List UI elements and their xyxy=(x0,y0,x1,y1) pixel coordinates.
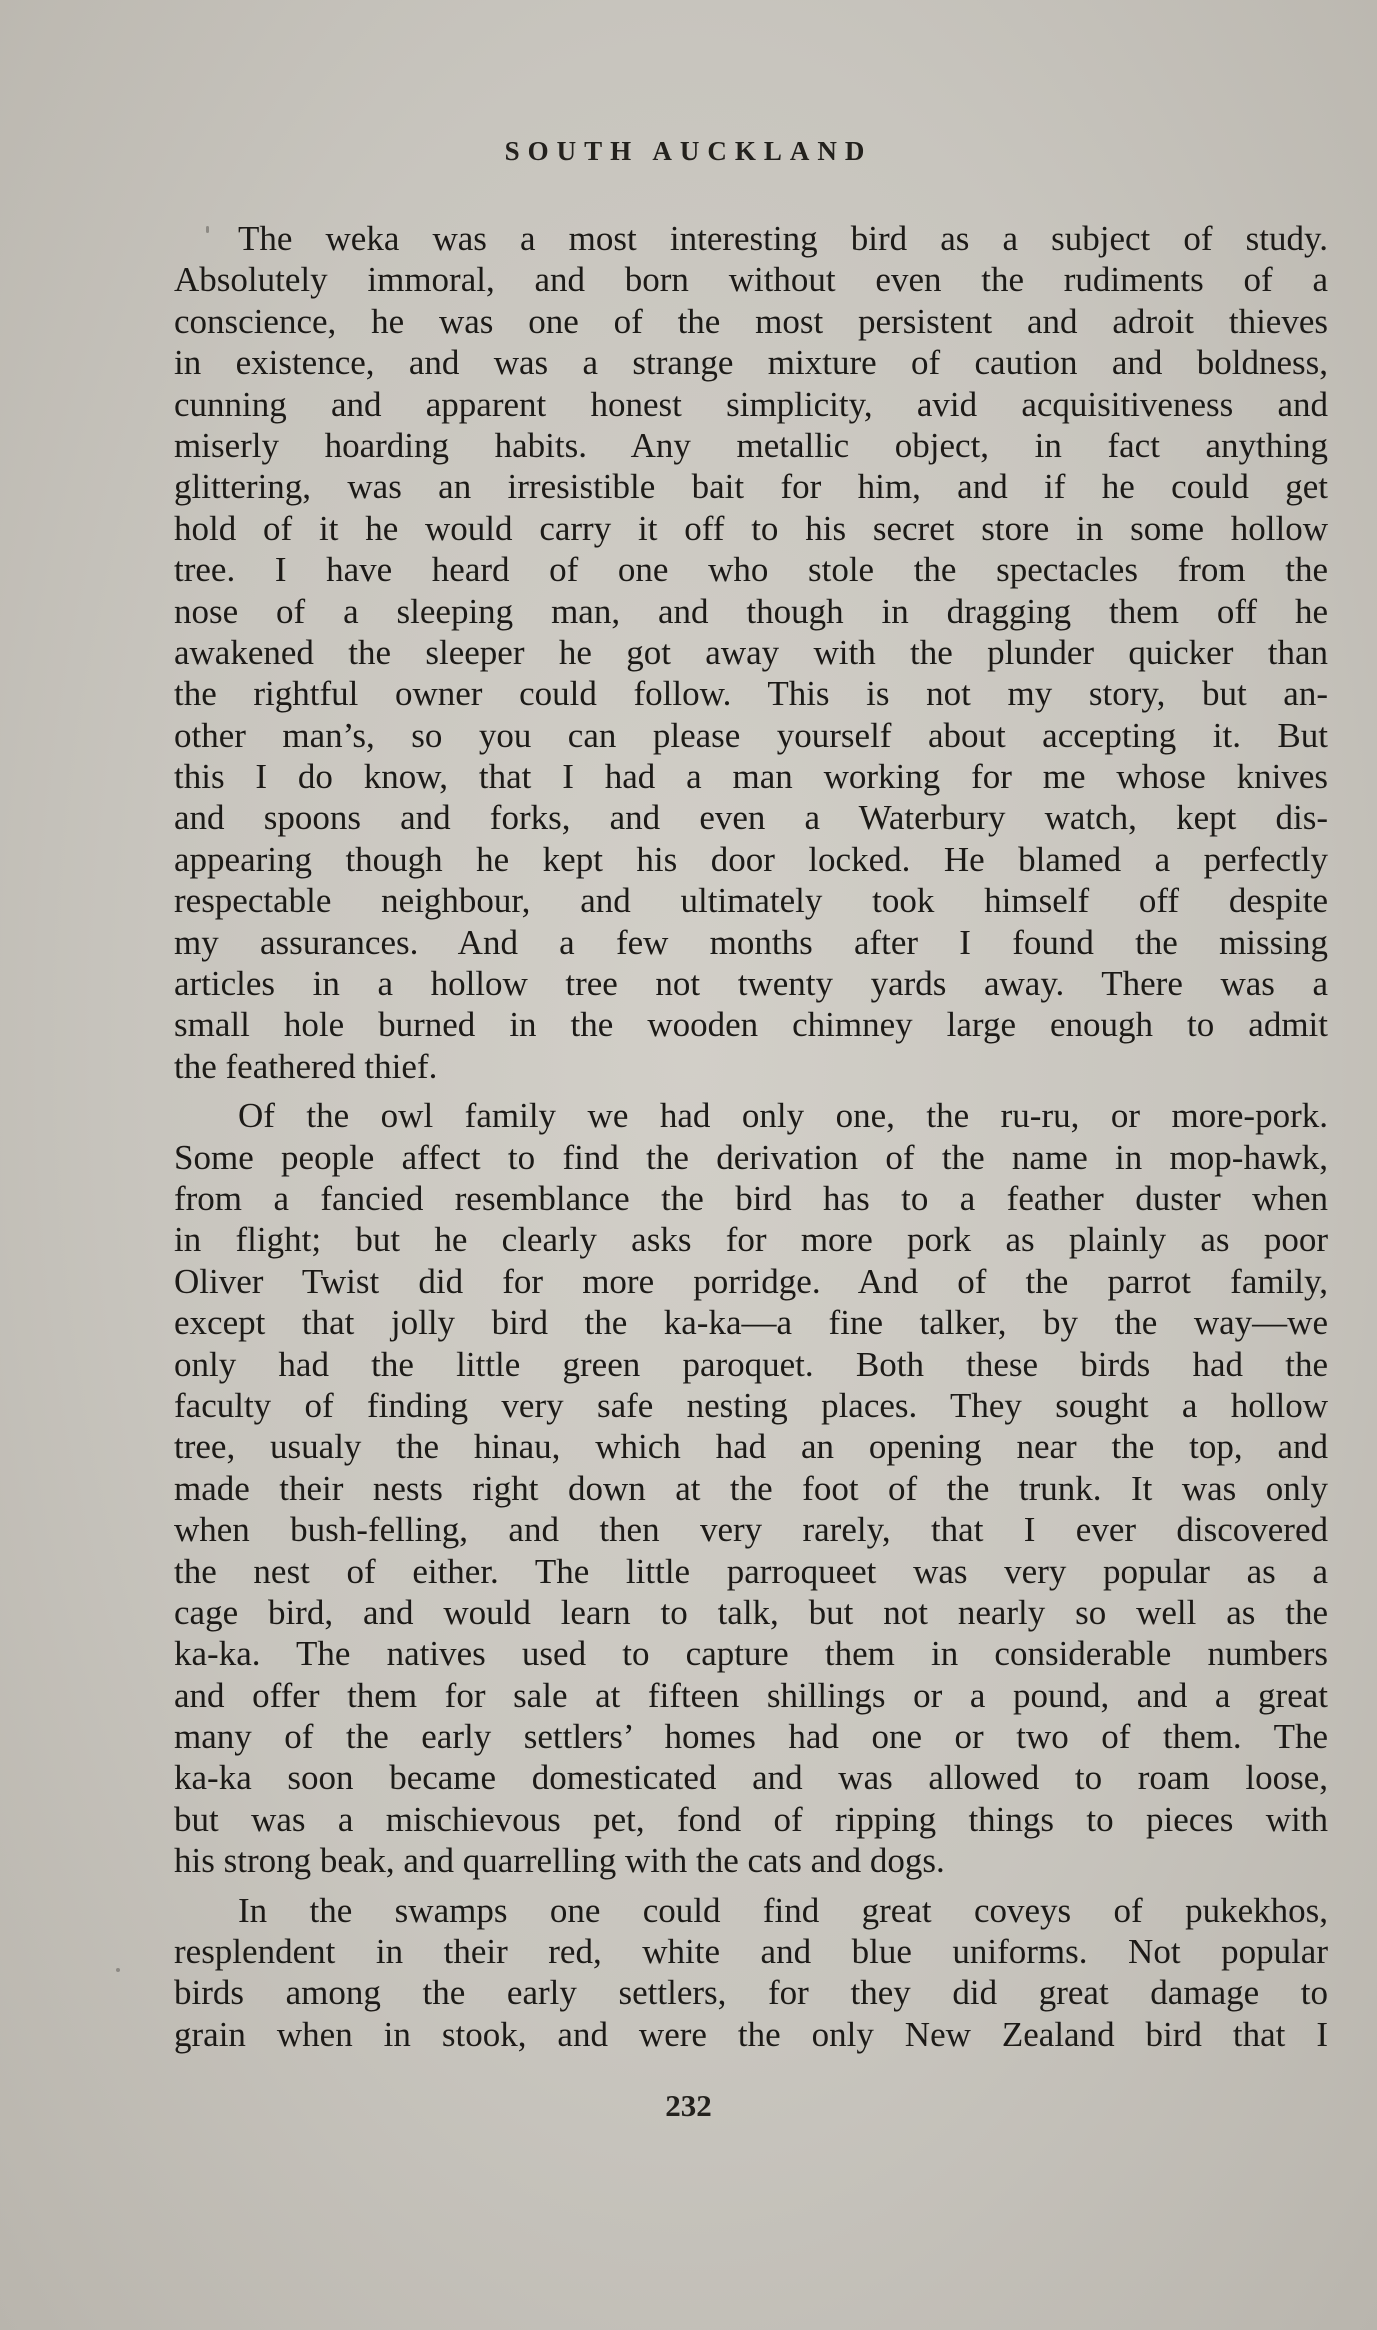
text-line: in existence, and was a strange mixture of caution and boldness, xyxy=(174,343,1328,383)
text-line: except that jolly bird the ka-ka—a fine talker, by the way—we xyxy=(174,1303,1328,1343)
text-line: awakened the sleeper he got away with the plunder quicker than xyxy=(174,632,1328,672)
text-line: small hole burned in the wooden chimney large enough to admit xyxy=(174,1005,1328,1045)
text-line: In the swamps one could find great coveys of pukekhos, xyxy=(238,1890,1328,1930)
text-line: when bush-felling, and then very rarely, that I ever discovered xyxy=(174,1510,1328,1550)
text-line: grain when in stook, and were the only New Zealand bird that I xyxy=(174,2014,1328,2054)
text-line: resplendent in their red, white and blue uniforms. Not popular xyxy=(174,1932,1328,1972)
text-line: tree, usualy the hinau, which had an opening near the top, and xyxy=(174,1427,1328,1467)
paragraph-gap xyxy=(174,1882,1328,1890)
running-head: SOUTH AUCKLAND xyxy=(504,136,873,166)
text-line: but was a mischievous pet, fond of ripping things to pieces with xyxy=(174,1799,1328,1839)
text-line: Of the owl family we had only one, the ru-ru, or more-pork. xyxy=(238,1096,1328,1136)
text-line: cage bird, and would learn to talk, but not nearly so well as the xyxy=(174,1592,1328,1632)
text-line: his strong beak, and quarrelling with the cats and dogs. xyxy=(174,1841,945,1881)
text-line: articles in a hollow tree not twenty yards away. There was a xyxy=(174,964,1328,1004)
text-line: in flight; but he clearly asks for more pork as plainly as poor xyxy=(174,1220,1328,1260)
text-line: cunning and apparent honest simplicity, avid acquisitiveness and xyxy=(174,384,1328,424)
text-line: only had the little green paroquet. Both these birds had the xyxy=(174,1344,1328,1384)
paragraph xyxy=(174,1095,1328,1881)
text-line: The weka was a most interesting bird as a subject of study. xyxy=(238,219,1328,258)
text-line: ka-ka. The natives used to capture them in considerable numbers xyxy=(174,1634,1328,1674)
paragraph xyxy=(174,1890,1328,2056)
text-line: and spoons and forks, and even a Waterbury watch, kept dis- xyxy=(174,798,1328,838)
text-line: miserly hoarding habits. Any metallic object, in fact anything xyxy=(174,425,1328,465)
text-line: faculty of finding very safe nesting places. They sought a hollow xyxy=(174,1385,1328,1425)
text-line: this I do know, that I had a man working for me whose knives xyxy=(174,757,1328,797)
paragraph xyxy=(174,218,1328,1087)
text-line: hold of it he would carry it off to his secret store in some hollow xyxy=(174,508,1328,548)
text-line: from a fancied resemblance the bird has to a feather duster when xyxy=(174,1178,1328,1218)
text-line: birds among the early settlers, for they did great damage to xyxy=(174,1973,1328,2013)
text-line: respectable neighbour, and ultimately took himself off despite xyxy=(174,881,1328,921)
text-line: many of the early settlers’ homes had one or two of them. The xyxy=(174,1717,1328,1757)
text-line: ka-ka soon became domesticated and was allowed to roam loose, xyxy=(174,1758,1328,1798)
text-line: the feathered thief. xyxy=(174,1046,438,1086)
text-line: and offer them for sale at fifteen shillings or a pound, and a great xyxy=(174,1675,1328,1715)
margin-speck xyxy=(116,1968,120,1972)
text-line: other man’s, so you can please yourself about accepting it. But xyxy=(174,715,1328,755)
text-line: tree. I have heard of one who stole the spectacles from the xyxy=(174,550,1328,590)
text-line: Some people affect to find the derivation of the name in mop-hawk, xyxy=(174,1137,1328,1177)
text-line: Absolutely immoral, and born without even the rudiments of a xyxy=(174,260,1328,300)
text-line: glittering, was an irresistible bait for him, and if he could get xyxy=(174,467,1328,507)
text-line: nose of a sleeping man, and though in dragging them off he xyxy=(174,591,1328,631)
text-line: Oliver Twist did for more porridge. And of the parrot family, xyxy=(174,1261,1328,1301)
text-line: the rightful owner could follow. This is not my story, but an- xyxy=(174,674,1328,714)
text-line: made their nests right down at the foot of the trunk. It was only xyxy=(174,1468,1328,1508)
text-line: my assurances. And a few months after I found the missing xyxy=(174,922,1328,962)
text-line: appearing though he kept his door locked. He blamed a perfectly xyxy=(174,839,1328,879)
text-line: the nest of either. The little parroqueet was very popular as a xyxy=(174,1551,1328,1591)
text-line: conscience, he was one of the most persistent and adroit thieves xyxy=(174,301,1328,341)
paragraph-gap xyxy=(174,1087,1328,1095)
page-number: 232 xyxy=(665,2088,712,2123)
body-text xyxy=(174,218,1328,2055)
